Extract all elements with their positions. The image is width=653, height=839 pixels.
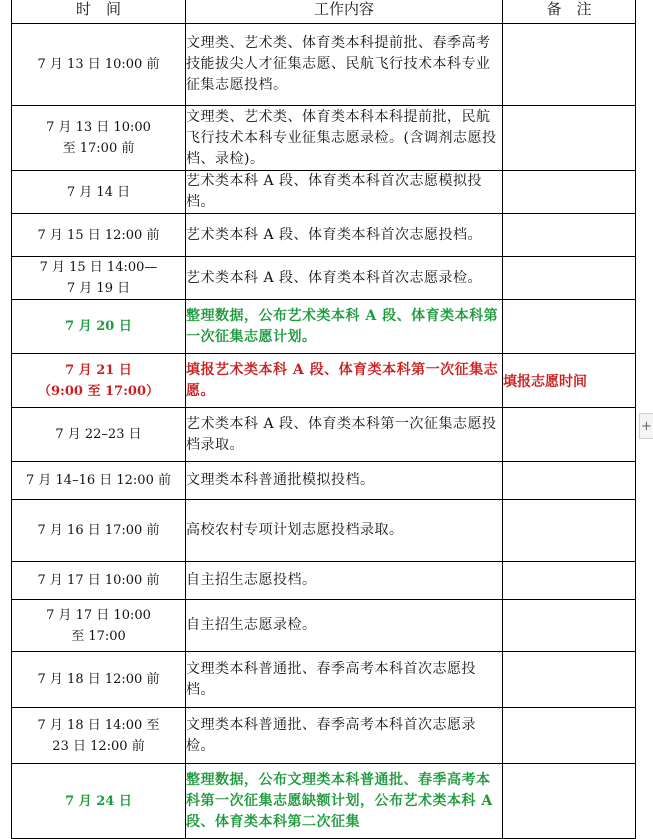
time-cell xyxy=(12,214,186,257)
note-cell xyxy=(503,652,636,708)
note-cell xyxy=(503,24,636,106)
time-line: 7 月 17 日 10:00 xyxy=(46,607,151,623)
time-line: （9:00 至 17:00） xyxy=(38,383,159,399)
content-cell: 文理类本科普通批、春季高考本科首次志愿录检。 xyxy=(186,708,503,764)
time-cell xyxy=(12,257,186,300)
content-cell: 文理类本科普通批模拟投档。 xyxy=(186,462,503,500)
content-cell: 高校农村专项计划志愿投档录取。 xyxy=(186,500,503,562)
note-cell xyxy=(503,106,636,171)
time-line: 7 月 16 日 17:00 前 xyxy=(37,523,160,538)
note-cell xyxy=(503,171,636,214)
header-content-label: 工作内容 xyxy=(313,0,374,18)
time-line: 7 月 20 日 xyxy=(65,319,132,334)
time-line: 7 月 18 日 12:00 前 xyxy=(37,672,160,687)
time-line: 23 日 12:00 前 xyxy=(52,738,145,754)
time-line: 7 月 14–16 日 12:00 前 xyxy=(26,473,171,488)
note-cell xyxy=(503,462,636,500)
time-line: 7 月 15 日 12:00 前 xyxy=(37,227,160,243)
time-line: 7 月 14 日 xyxy=(66,184,131,200)
time-cell xyxy=(12,500,186,562)
note-cell xyxy=(503,708,636,764)
time-line: 7 月 13 日 10:00 前 xyxy=(37,57,160,72)
content-cell: 文理类、艺术类、体育类本科本科提前批，民航飞行技术本科专业征集志愿录检。(含调剂志愿投档、录检)。 xyxy=(186,106,503,171)
header-note-label: 备 注 xyxy=(546,0,592,18)
note-cell xyxy=(503,214,636,257)
content-cell: 整理数据，公布文理类本科普通批、春季高考本科第一次征集志愿缺额计划，公布艺术类本科 A 段、体育类本科第二次征集 xyxy=(186,764,503,839)
header-note xyxy=(503,0,636,24)
table-row xyxy=(12,652,636,708)
content-cell: 自主招生志愿录检。 xyxy=(186,600,503,652)
time-cell xyxy=(12,462,186,500)
time-line: 7 月 19 日 xyxy=(66,281,131,296)
content-cell: 自主招生志愿投档。 xyxy=(186,562,503,600)
table-row xyxy=(12,354,636,408)
table-row xyxy=(12,24,636,106)
time-cell xyxy=(12,106,186,171)
note-cell: 填报志愿时间 xyxy=(503,354,636,408)
content-cell: 文理类本科普通批、春季高考本科首次志愿投档。 xyxy=(186,652,503,708)
table-row xyxy=(12,600,636,652)
time-line: 7 月 17 日 10:00 前 xyxy=(37,573,160,588)
time-line: 至 17:00 前 xyxy=(62,141,135,156)
time-cell xyxy=(12,24,186,106)
time-line: 至 17:00 xyxy=(71,628,126,644)
note-cell xyxy=(503,500,636,562)
header-time-label: 时 间 xyxy=(75,0,121,18)
note-cell xyxy=(503,764,636,839)
time-cell xyxy=(12,764,186,839)
time-cell xyxy=(12,300,186,354)
time-cell xyxy=(12,562,186,600)
schedule-rows xyxy=(12,24,636,839)
content-cell: 艺术类本科 A 段、体育类本科首次志愿录检。 xyxy=(186,257,503,300)
time-line: 7 月 22–23 日 xyxy=(55,427,142,442)
header-time xyxy=(12,0,186,24)
content-cell: 整理数据，公布艺术类本科 A 段、体育类本科第一次征集志愿计划。 xyxy=(186,300,503,354)
content-cell: 艺术类本科 A 段、体育类本科首次志愿投档。 xyxy=(186,214,503,257)
time-cell xyxy=(12,708,186,764)
table-row xyxy=(12,214,636,257)
table-row xyxy=(12,562,636,600)
time-line: 7 月 24 日 xyxy=(65,793,132,809)
time-cell xyxy=(12,408,186,462)
time-line: 7 月 18 日 14:00 至 xyxy=(37,717,160,733)
time-cell xyxy=(12,652,186,708)
table-row xyxy=(12,106,636,171)
table-row xyxy=(12,171,636,214)
expand-plus-icon[interactable]: + xyxy=(639,413,653,439)
content-cell: 艺术类本科 A 段、体育类本科首次志愿模拟投档。 xyxy=(186,171,503,214)
time-cell xyxy=(12,600,186,652)
note-cell xyxy=(503,562,636,600)
header-row xyxy=(12,0,636,24)
table-row xyxy=(12,708,636,764)
table-row xyxy=(12,257,636,300)
content-cell: 填报艺术类本科 A 段、体育类本科第一次征集志愿。 xyxy=(186,354,503,408)
header-content xyxy=(186,0,503,24)
table-row xyxy=(12,408,636,462)
table-row xyxy=(12,300,636,354)
table-row xyxy=(12,500,636,562)
content-cell: 艺术类本科 A 段、体育类本科第一次征集志愿投档录取。 xyxy=(186,408,503,462)
note-cell xyxy=(503,257,636,300)
table-row xyxy=(12,462,636,500)
schedule-table xyxy=(11,0,636,839)
time-cell xyxy=(12,171,186,214)
note-cell xyxy=(503,300,636,354)
time-line: 7 月 21 日 xyxy=(65,362,132,378)
note-cell xyxy=(503,600,636,652)
time-line: 7 月 13 日 10:00 xyxy=(46,120,151,135)
table-row xyxy=(12,764,636,839)
time-line: 7 月 15 日 14:00— xyxy=(39,260,158,275)
time-cell xyxy=(12,354,186,408)
content-cell: 文理类、艺术类、体育类本科提前批、春季高考技能拔尖人才征集志愿、民航飞行技术本科专业征集志愿投档。 xyxy=(186,24,503,106)
note-cell xyxy=(503,408,636,462)
